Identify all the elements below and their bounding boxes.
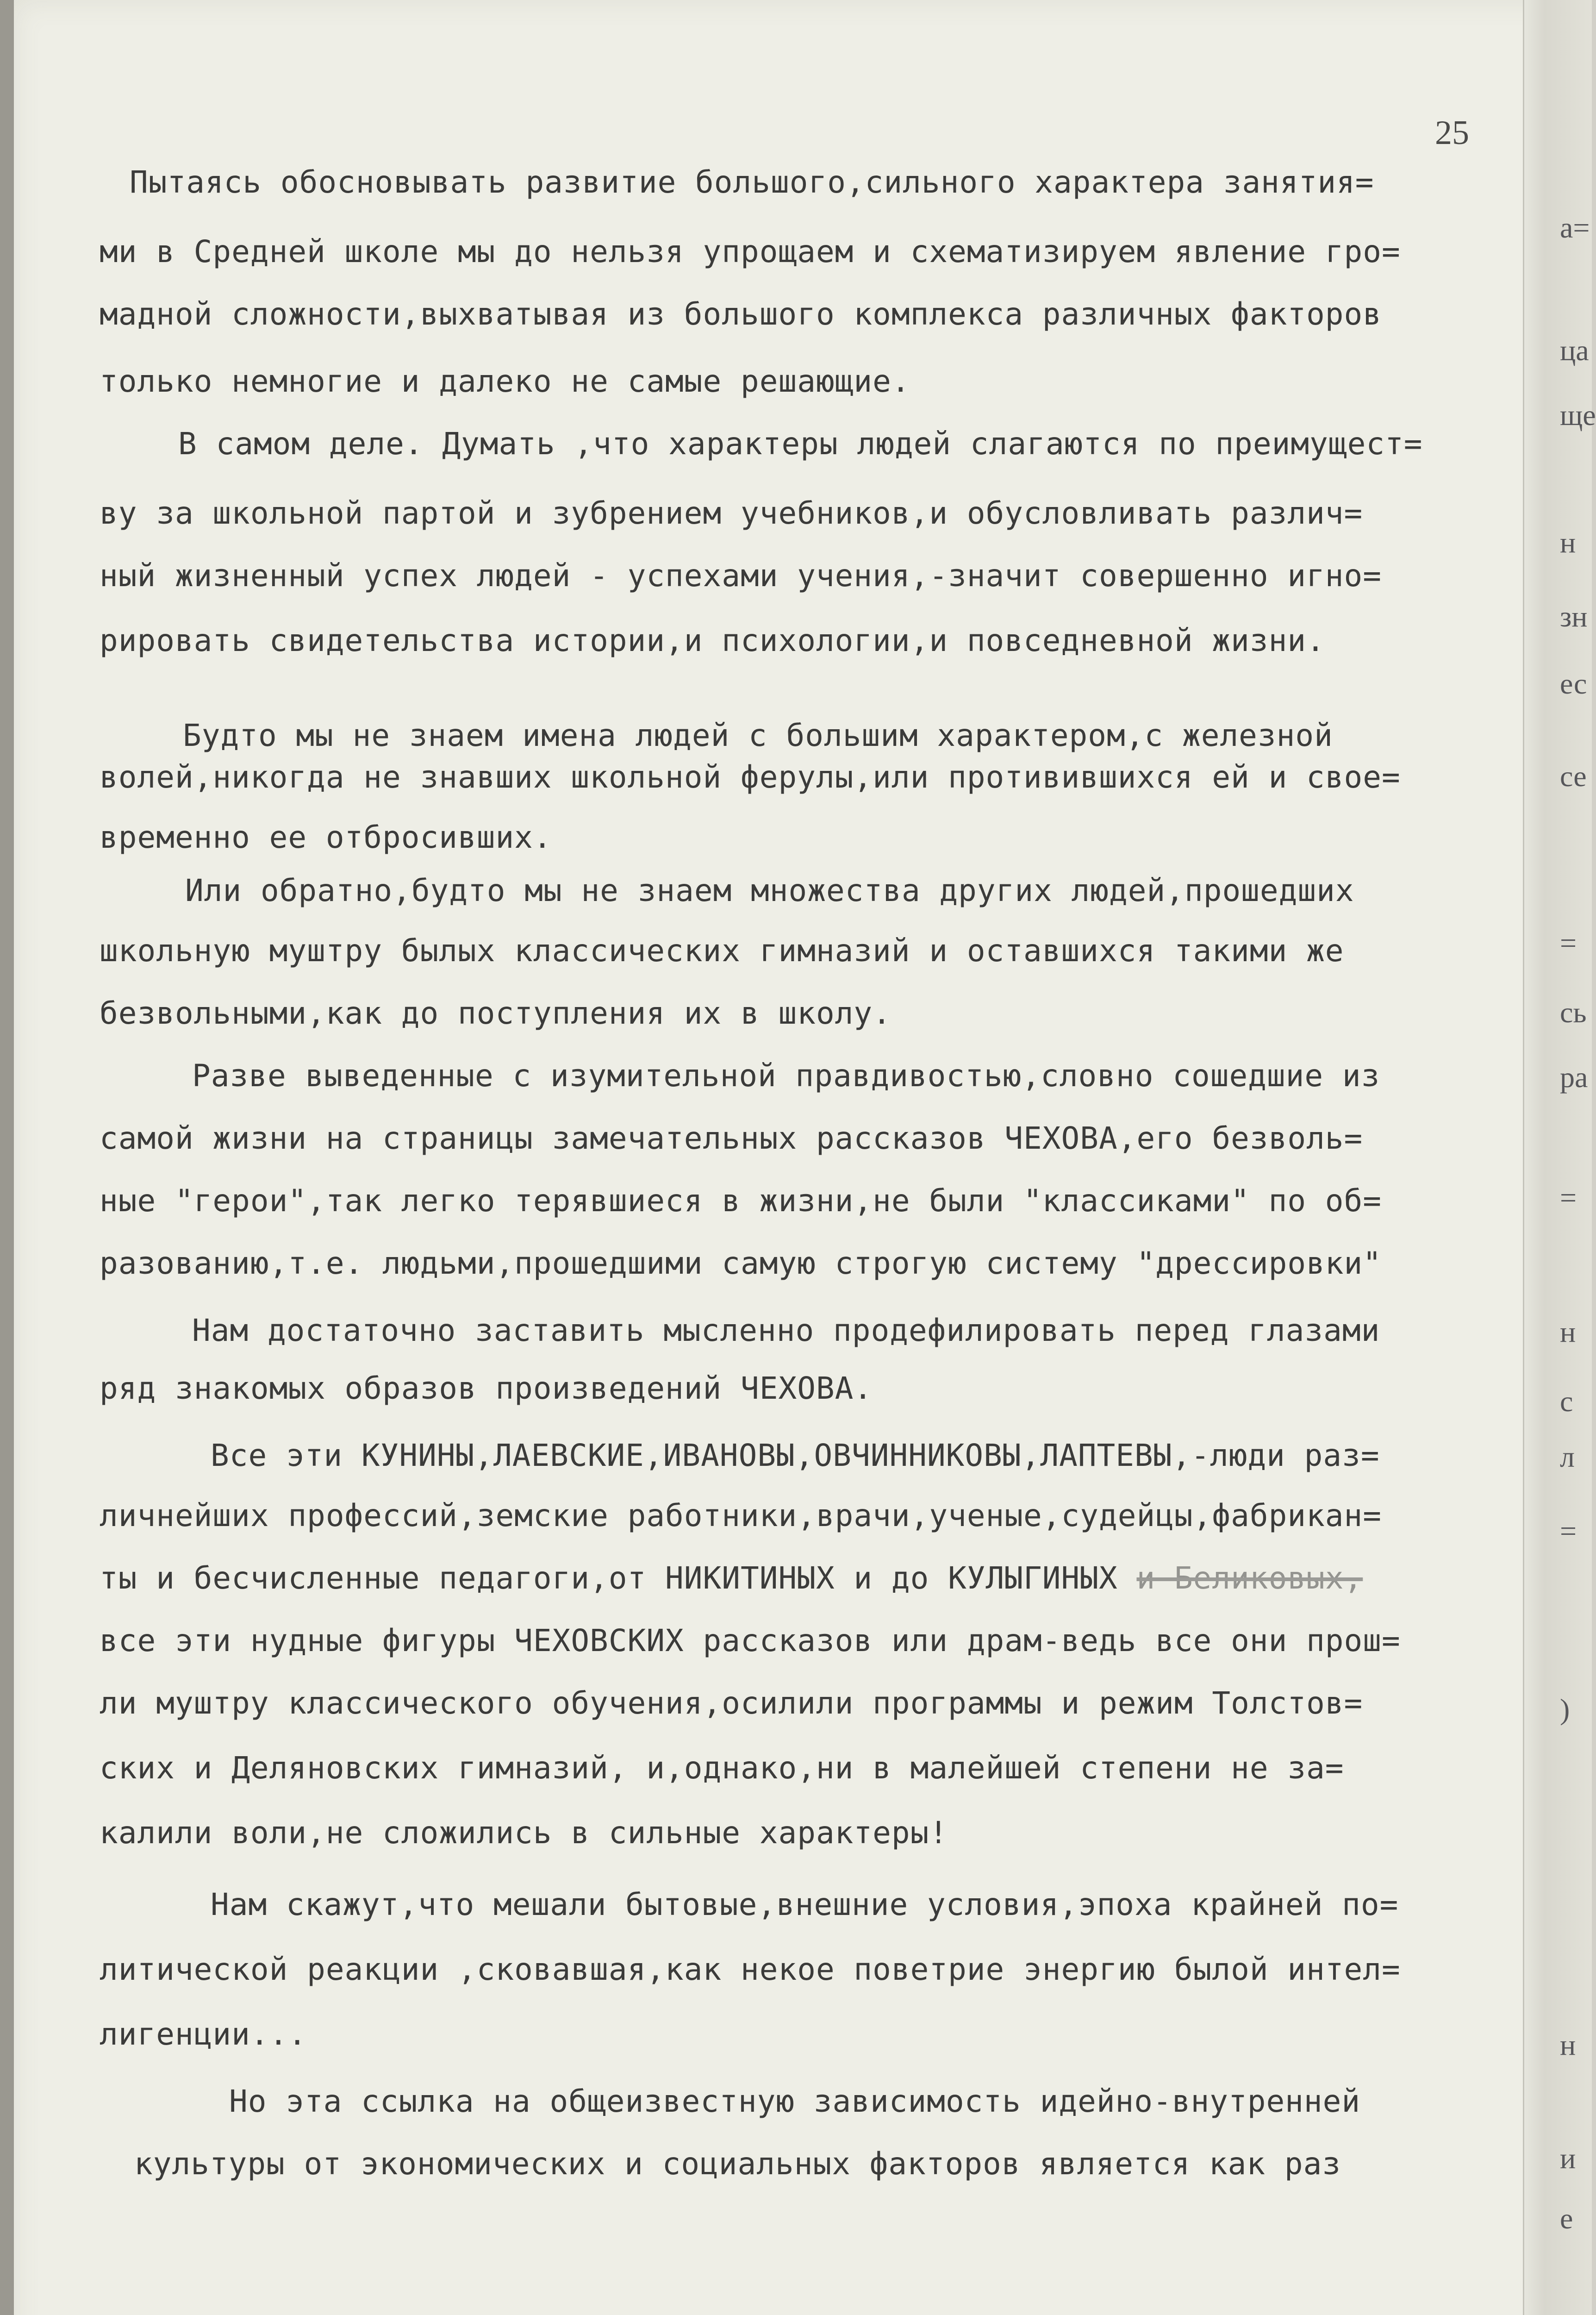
- margin-fragment: =: [1560, 1181, 1577, 1214]
- page-number: 25: [1435, 114, 1469, 152]
- text-line: ные "герои",так легко терявшиеся в жизни,не были "классиками" по об=: [100, 1183, 1382, 1219]
- text-line: калили воли,не сложились в сильные характеры!: [100, 1815, 948, 1851]
- text-line: самой жизни на страницы замечательных рассказов ЧЕХОВА,его безволь=: [100, 1120, 1363, 1156]
- margin-fragment: =: [1560, 1514, 1577, 1547]
- margin-fragment: н: [1560, 526, 1576, 559]
- margin-fragment: =: [1560, 926, 1577, 959]
- text-line: мадной сложности,выхватывая из большого комплекса различных факторов: [100, 296, 1382, 332]
- text-line: Но эта ссылка на общеизвестную зависимость идейно-внутренней: [229, 2084, 1361, 2119]
- text-line: только немногие и далеко не самые решающие.: [100, 363, 910, 399]
- margin-fragment: н: [1560, 2028, 1576, 2061]
- page-binding-edge: [0, 0, 16, 2315]
- text-line: В самом деле. Думать ,что характеры людей слагаются по преимущест=: [178, 426, 1423, 462]
- text-line: ли муштру классического обучения,осилили программы и режим Толстов=: [100, 1685, 1363, 1721]
- margin-fragment: с: [1560, 1385, 1573, 1418]
- text-line: Будто мы не знаем имена людей с большим характером,с железной: [183, 718, 1333, 753]
- margin-fragment: зн: [1560, 600, 1588, 633]
- margin-fragment: ): [1560, 1693, 1570, 1726]
- margin-fragment: н: [1560, 1315, 1576, 1348]
- text-line: ты и бесчисленные педагоги,от НИКИТИНЫХ и до КУЛЫГИНЫХ и Беликовых,: [100, 1560, 1363, 1596]
- text-line: рировать свидетельства истории,и психологии,и повседневной жизни.: [100, 623, 1325, 658]
- text-line: Пытаясь обосновывать развитие большого,сильного характера занятия=: [130, 164, 1374, 200]
- text-line: волей,никогда не знавших школьной ферулы,или противившихся ей и свое=: [100, 759, 1401, 795]
- text-line: личнейших профессий,земские работники,врачи,ученые,судейцы,фабрикан=: [100, 1498, 1382, 1533]
- text-line: Или обратно,будто мы не знаем множества других людей,прошедших: [185, 873, 1354, 908]
- text-line: лигенции...: [100, 2016, 307, 2052]
- text-line: Все эти КУНИНЫ,ЛАЕВСКИЕ,ИВАНОВЫ,ОВЧИННИКОВЫ,ЛАПТЕВЫ,-люди раз=: [211, 1438, 1380, 1473]
- text-line: ву за школьной партой и зубрением учебников,и обусловливать различ=: [100, 495, 1363, 531]
- text-line: безвольными,как до поступления их в школу.: [100, 995, 892, 1031]
- text-line: школьную муштру былых классических гимназий и оставшихся такими же: [100, 933, 1344, 969]
- margin-fragment: сь: [1560, 996, 1587, 1029]
- text-line: ный жизненный успех людей - успехами учения,-значит совершенно игно=: [100, 558, 1382, 594]
- struck-out-text: и Беликовых,: [1136, 1560, 1363, 1596]
- margin-fragment: ще: [1560, 399, 1596, 432]
- margin-fragment: ра: [1560, 1061, 1588, 1094]
- text-line: Нам достаточно заставить мысленно продефилировать перед глазами: [192, 1313, 1380, 1348]
- text-line: ряд знакомых образов произведений ЧЕХОВА.: [100, 1370, 873, 1406]
- margin-fragment: се: [1560, 760, 1587, 793]
- text-line: разованию,т.е. людьми,прошедшими самую строгую систему "дрессировки": [100, 1245, 1382, 1281]
- margin-fragment: ца: [1560, 334, 1589, 367]
- margin-fragment: е: [1560, 2202, 1573, 2235]
- text-line: ских и Деляновских гимназий, и,однако,ни в малейшей степени не за=: [100, 1750, 1344, 1786]
- text-line: Нам скажут,что мешали бытовые,внешние условия,эпоха крайней по=: [211, 1887, 1399, 1922]
- text-line: литической реакции ,сковавшая,как некое поветрие энергию былой интел=: [100, 1952, 1401, 1987]
- text-line: Разве выведенные с изумительной правдивостью,словно сошедшие из: [192, 1058, 1380, 1094]
- margin-fragment: а=: [1560, 211, 1590, 244]
- margin-fragment: ес: [1560, 667, 1587, 700]
- text-line: все эти нудные фигуры ЧЕХОВСКИХ рассказов или драм-ведь все они прош=: [100, 1623, 1401, 1658]
- margin-fragment: л: [1560, 1440, 1575, 1473]
- text-line: ми в Средней школе мы до нельзя упрощаем и схематизируем явление гро=: [100, 234, 1401, 269]
- text-line: временно ее отбросивших.: [100, 820, 552, 855]
- margin-fragment: и: [1560, 2142, 1576, 2175]
- text-line: культуры от экономических и социальных факторов является как раз: [134, 2146, 1341, 2182]
